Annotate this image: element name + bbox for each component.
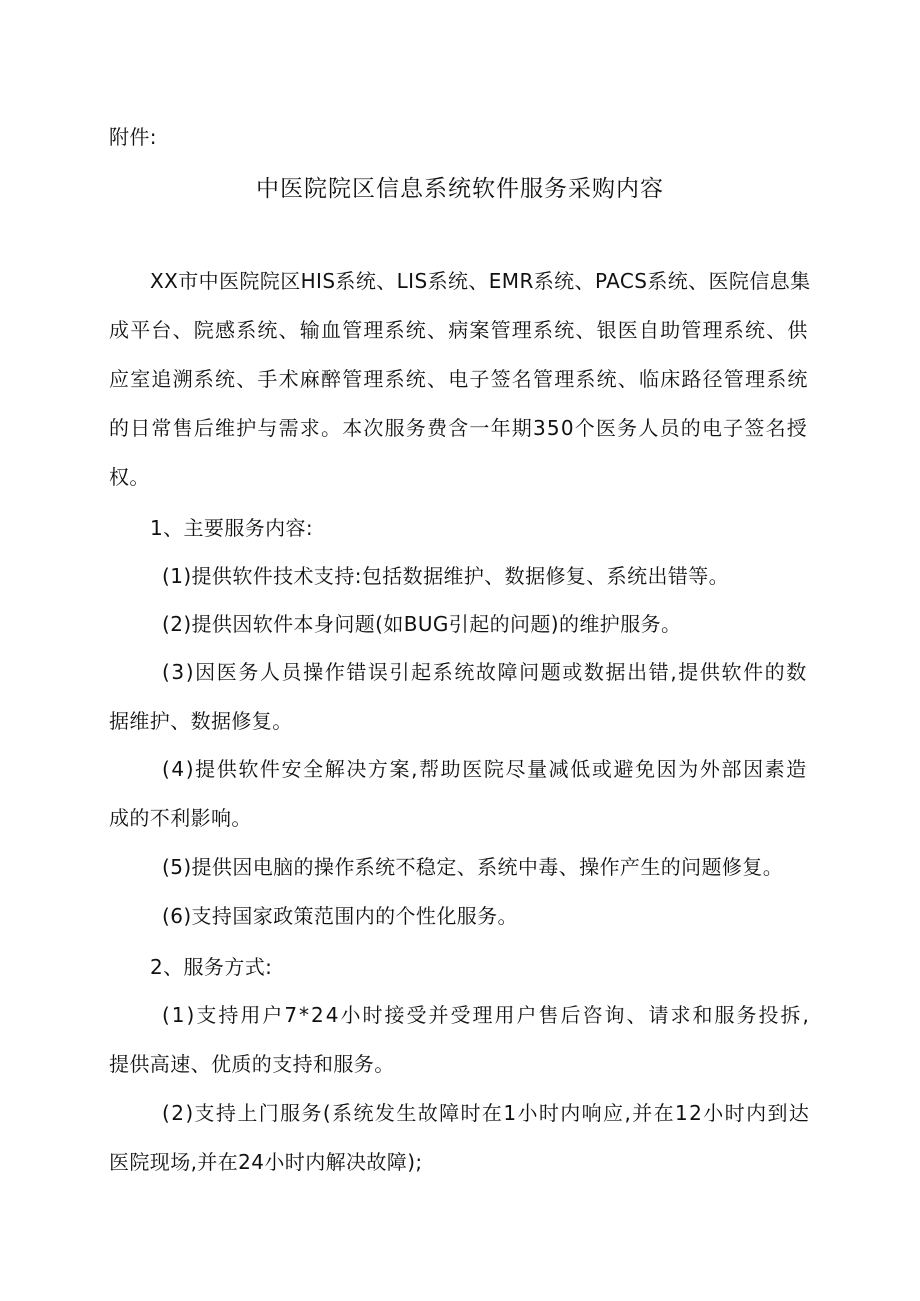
- section2-item-2-line-2: 医院现场,并在24小时内解决故障);: [109, 1150, 423, 1174]
- section1-item-6: (6)支持国家政策范围内的个性化服务。: [162, 904, 518, 928]
- section1-item-5: (5)提供因电脑的操作系统不稳定、系统中毒、操作产生的问题修复。: [162, 855, 784, 879]
- intro-line-1: XX市中医院院区HIS系统、LIS系统、EMR系统、PACS系统、医院信息集: [150, 269, 811, 293]
- section1-heading: 1、主要服务内容:: [150, 516, 314, 540]
- section2-item-1-line-2: 提供高速、优质的支持和服务。: [109, 1052, 395, 1076]
- section1-item-4-line-1: (4)提供软件安全解决方案,帮助医院尽量减低或避免因为外部因素造: [162, 757, 808, 781]
- section2-heading: 2、服务方式:: [150, 955, 273, 979]
- section2-item-2-line-1: (2)支持上门服务(系统发生故障时在1小时内响应,并在12小时内到达: [162, 1101, 811, 1125]
- intro-line-2: 成平台、院感系统、输血管理系统、病案管理系统、银医自助管理系统、供: [109, 318, 809, 342]
- intro-line-5: 权。: [109, 465, 150, 489]
- document-title: 中医院院区信息系统软件服务采购内容: [256, 176, 664, 202]
- intro-line-3: 应室追溯系统、手术麻醉管理系统、电子签名管理系统、临床路径管理系统: [109, 367, 809, 391]
- section1-item-3-line-1: (3)因医务人员操作错误引起系统故障问题或数据出错,提供软件的数: [162, 660, 808, 684]
- section2-item-1-line-1: (1)支持用户7*24小时接受并受理用户售后咨询、请求和服务投拆,: [162, 1003, 811, 1027]
- section1-item-4-line-2: 成的不利影响。: [109, 806, 252, 830]
- section1-item-3-line-2: 据维护、数据修复。: [109, 709, 293, 733]
- section1-item-1: (1)提供软件技术支持:包括数据维护、数据修复、系统出错等。: [162, 564, 730, 588]
- intro-line-4: 的日常售后维护与需求。本次服务费含一年期350个医务人员的电子签名授: [109, 416, 808, 440]
- section1-item-2: (2)提供因软件本身问题(如BUG引起的问题)的维护服务。: [162, 612, 682, 636]
- attachment-label: 附件:: [109, 125, 157, 149]
